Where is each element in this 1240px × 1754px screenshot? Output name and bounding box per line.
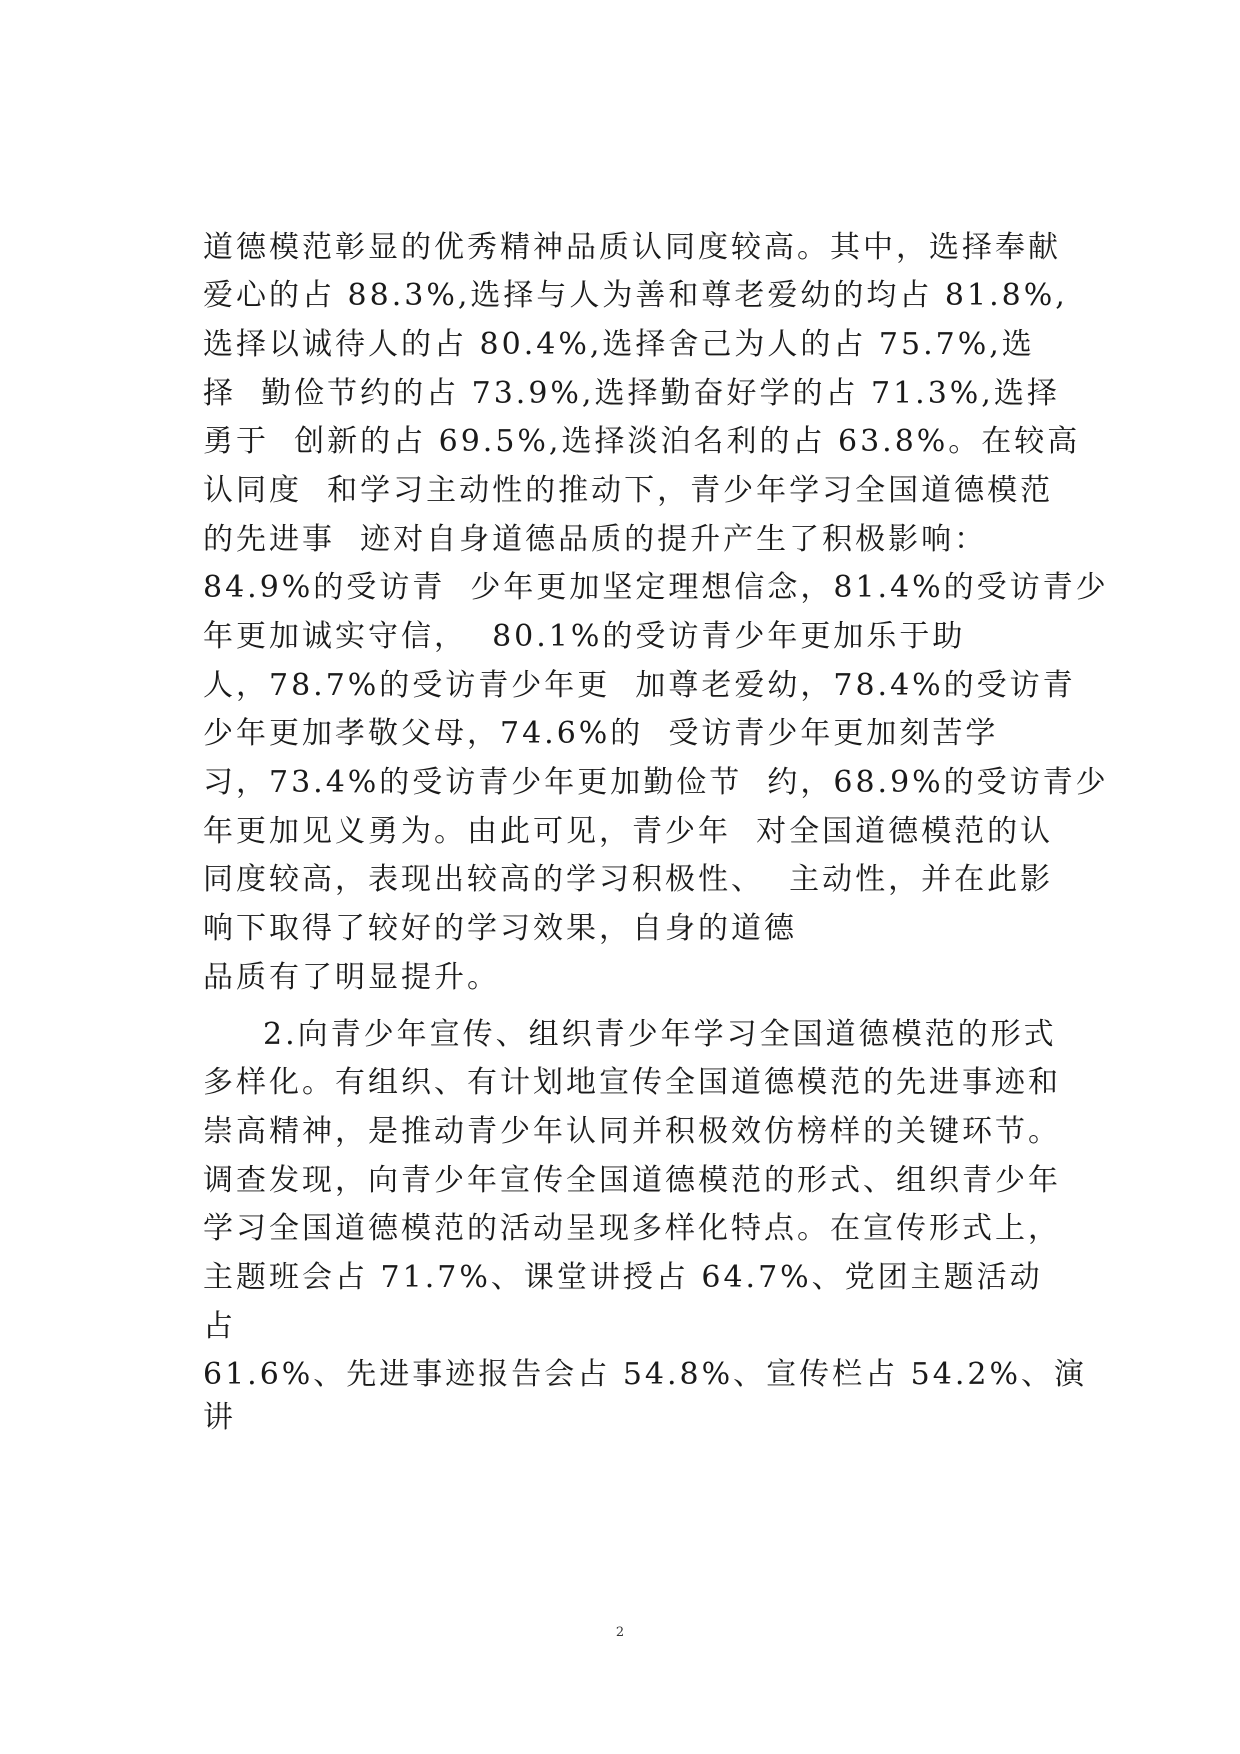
text-line: 主题班会占 71.7%、课堂讲授占 64.7%、党团主题活动 — [203, 1260, 1043, 1295]
page-number: 2 — [615, 1625, 625, 1640]
text-line: 61.6%、先进事迹报告会占 54.8%、宣传栏占 54.2%、演 — [203, 1357, 1087, 1392]
text-line: 调查发现，向青少年宣传全国道德模范的形式、组织青少年 — [203, 1163, 1061, 1198]
text-line: 认同度 和学习主动性的推动下，青少年学习全国道德模范 — [203, 473, 1054, 508]
text-line: 响下取得了较好的学习效果，自身的道德 — [203, 911, 797, 946]
text-line: 同度较高，表现出较高的学习积极性、 主动性，并在此影 — [203, 862, 1054, 897]
text-line: 年更加诚实守信， 80.1%的受访青少年更加乐于助 — [203, 619, 966, 654]
text-line: 学习全国道德模范的活动呈现多样化特点。在宣传形式上， — [203, 1211, 1061, 1246]
text-line: 年更加见义勇为。由此可见，青少年 对全国道德模范的认 — [203, 814, 1054, 849]
text-line: 的先进事 迹对自身道德品质的提升产生了积极影响： — [203, 522, 988, 557]
text-line: 爱心的占 88.3%,选择与人为善和尊老爱幼的均占 81.8%, — [203, 278, 1068, 313]
text-line: 道德模范彰显的优秀精神品质认同度较高。其中，选择奉献 — [203, 230, 1061, 265]
text-line: 品质有了明显提升。 — [203, 960, 500, 995]
text-line: 勇于 创新的占 69.5%,选择淡泊名利的占 63.8%。在较高 — [203, 424, 1081, 459]
text-line: 多样化。有组织、有计划地宣传全国道德模范的先进事迹和 — [203, 1065, 1061, 1100]
paragraph-heading-line: 2.向青少年宣传、组织青少年学习全国道德模范的形式 — [263, 1017, 1057, 1052]
text-line: 择 勤俭节约的占 73.9%,选择勤奋好学的占 71.3%,选择 — [203, 376, 1060, 411]
text-line: 讲 — [203, 1400, 236, 1435]
text-line: 少年更加孝敬父母，74.6%的 受访青少年更加刻苦学 — [203, 716, 999, 751]
text-line: 人，78.7%的受访青少年更 加尊老爱幼，78.4%的受访青 — [203, 668, 1076, 703]
text-line: 占 — [203, 1309, 236, 1344]
text-line: 崇高精神，是推动青少年认同并积极效仿榜样的关键环节。 — [203, 1114, 1061, 1149]
text-line: 选择以诚待人的占 80.4%,选择舍己为人的占 75.7%,选 — [203, 327, 1035, 362]
text-line: 习，73.4%的受访青少年更加勤俭节 约，68.9%的受访青少 — [203, 765, 1109, 800]
text-line: 84.9%的受访青 少年更加坚定理想信念，81.4%的受访青少 — [203, 570, 1109, 605]
